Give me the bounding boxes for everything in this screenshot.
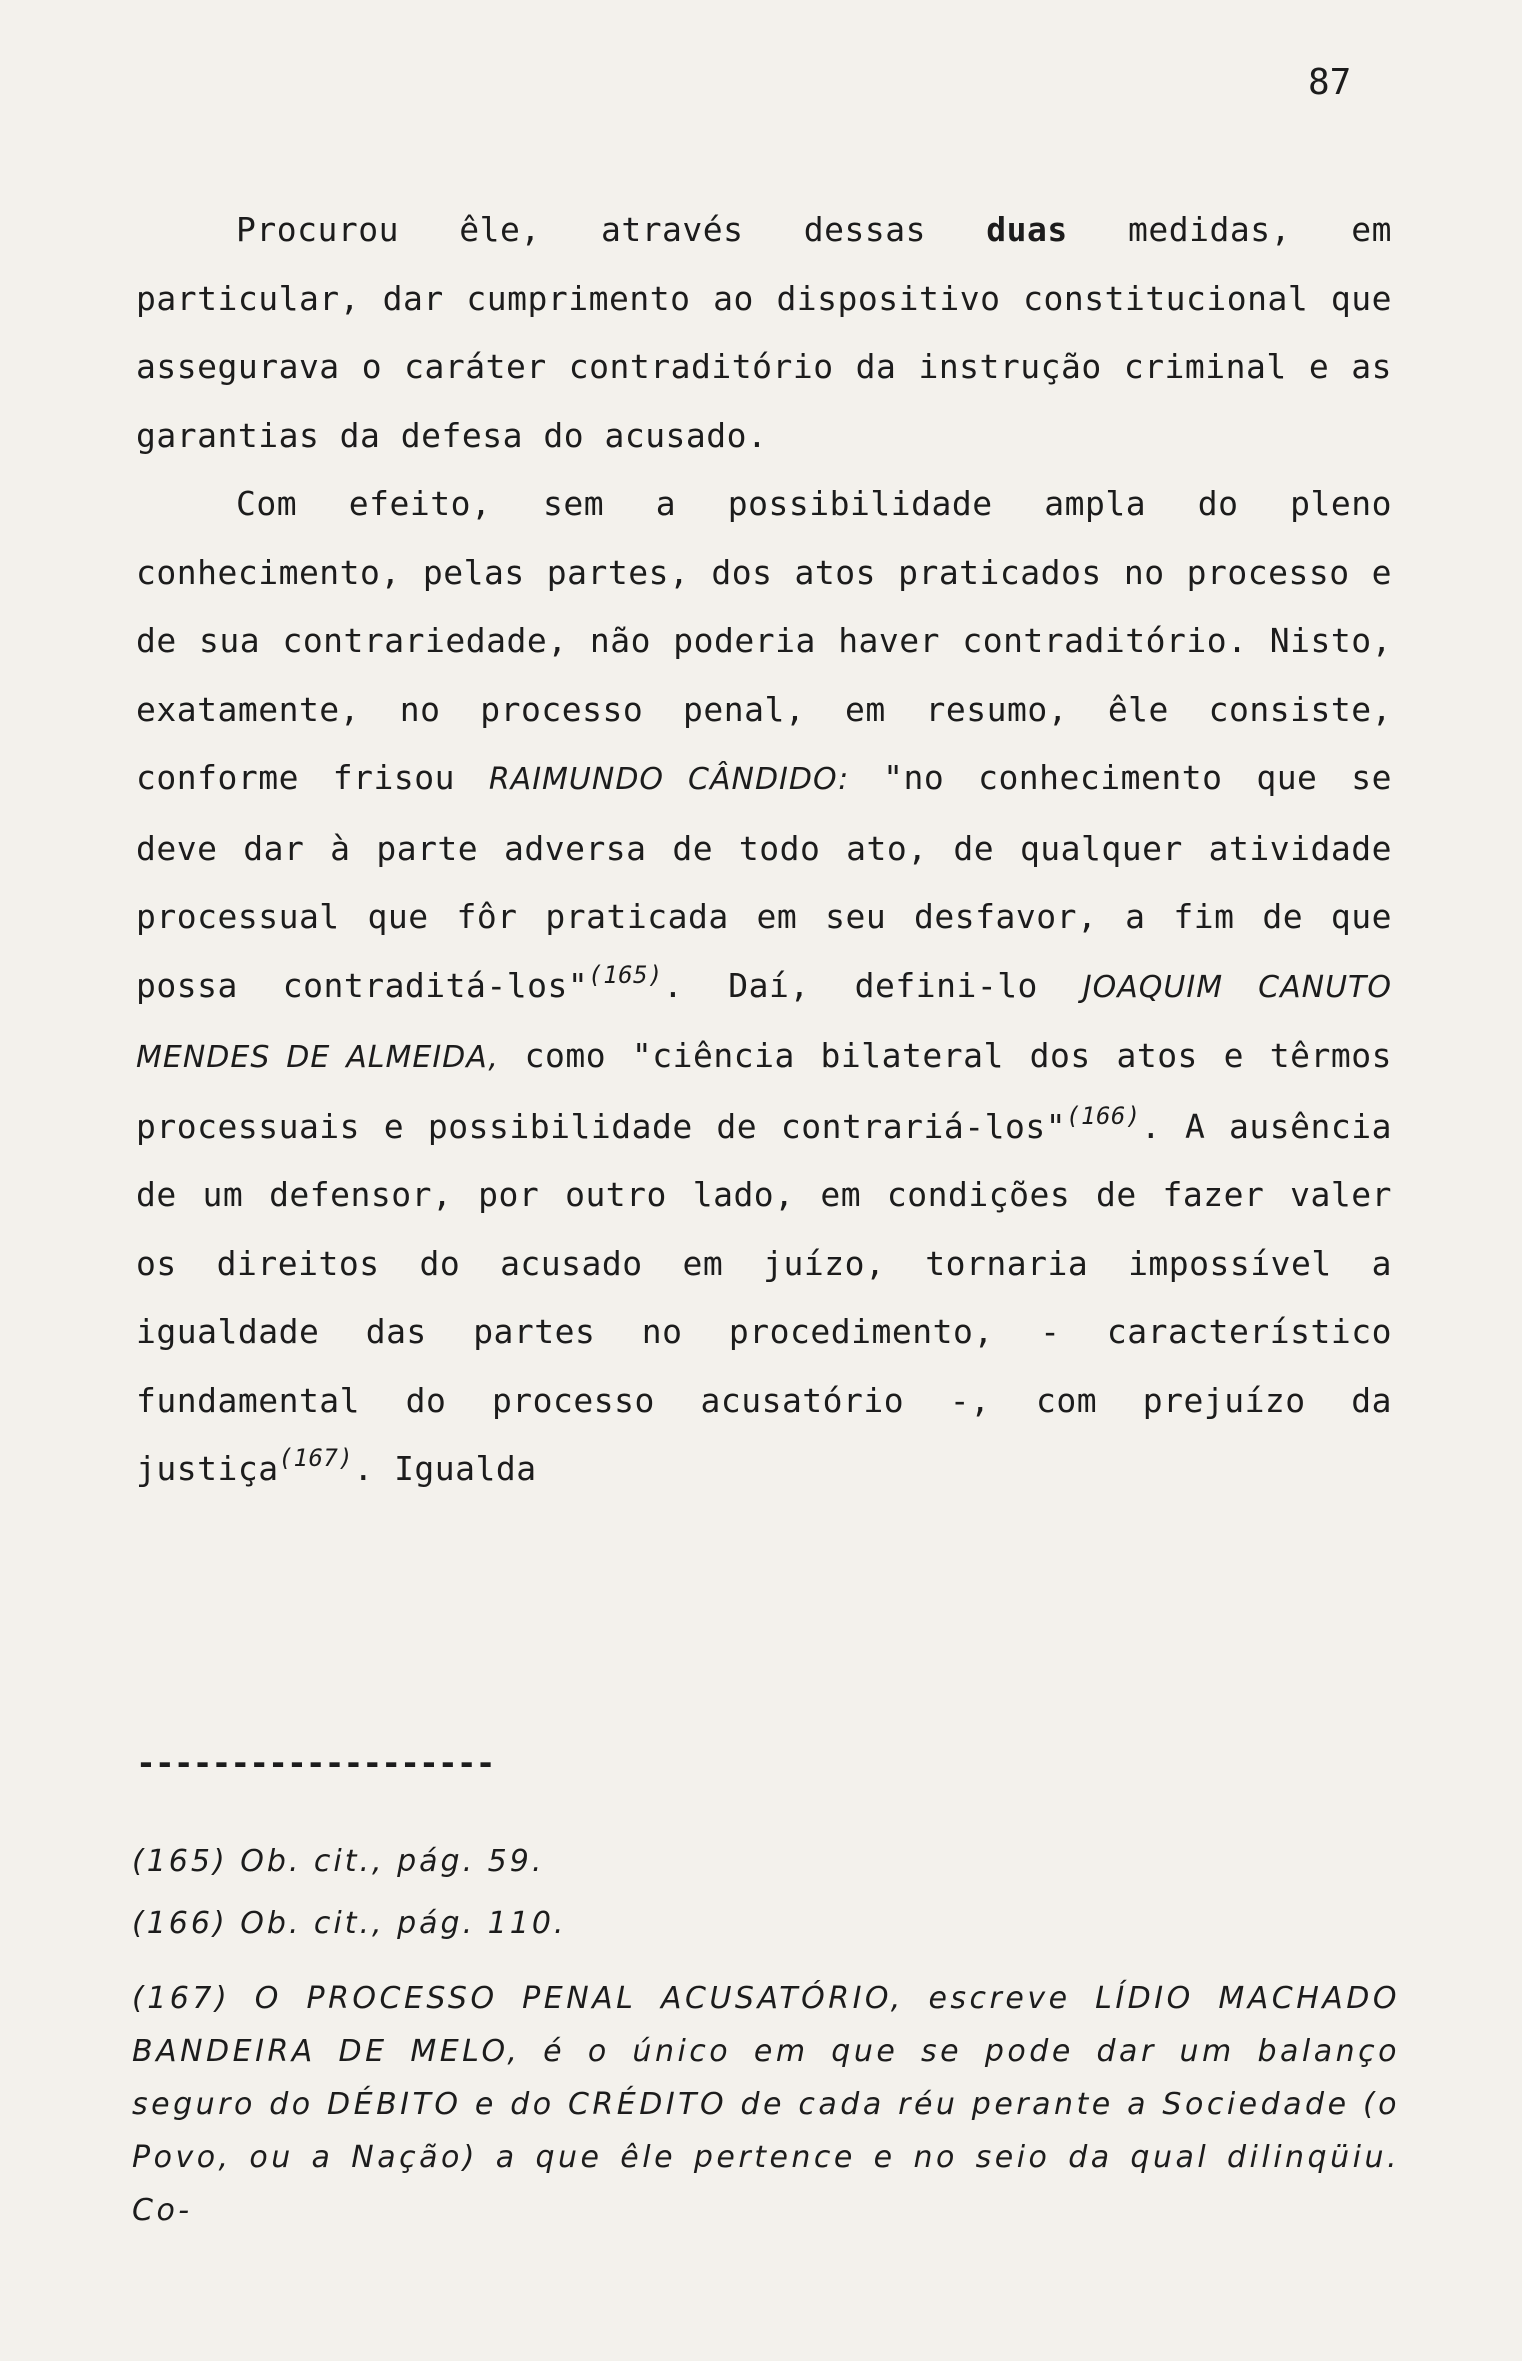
footnote-ref-167: (167) (278, 1444, 354, 1472)
paragraph-2-text-e: . A ausência de um defensor, por outro lado, em condições de fazer valer os direitos do acusado em juízo, tornaria impossível a igualdade das partes no procedimento, - característico fundamental do processo acusatório -, com prejuízo da justiça (136, 1106, 1393, 1488)
paragraph-1 (136, 196, 1392, 470)
paragraph-2-text-b: "no conhecimento que se deve dar à parte adversa de todo ato, de qualquer atividade processual que fôr praticada em seu desfavor, a fim de que possa contraditá-los" (136, 758, 1392, 1005)
footnote-ref-165: (165) (588, 960, 663, 989)
footnotes (132, 1840, 1400, 2255)
paragraph-1-text-a: Procurou êle, através dessas (236, 210, 987, 249)
emphasis-duas: duas (986, 210, 1068, 249)
footnote-167: (167) O PROCESSO PENAL ACUSATÓRIO, escreve LÍDIO MACHADO BANDEIRA DE MELO, é o único em que se pode dar um balanço seguro do DÉBITO e do CRÉDITO de cada réu perante a Sociedade (o Povo, ou a Nação) a que êle pertence e no seio da qual dilinqüiu. Co- (132, 1981, 1400, 2228)
paragraph-1-text-b: medidas, em particular, dar cumprimento ao dispositivo constitucional que assegurava o caráter contraditório da instrução criminal e as garantias da defesa do acusado. (136, 210, 1392, 455)
paragraph-2-text-f: . Igualda (353, 1449, 537, 1488)
page-number: 87 (1308, 62, 1352, 103)
paragraph-2 (136, 470, 1392, 1504)
footnote-ref-166: (166) (1066, 1101, 1141, 1130)
footnote-166: (166) Ob. cit., pág. 110. (132, 1906, 567, 1941)
paragraph-2-text-c: . Daí, defini-lo (663, 965, 1083, 1005)
author-joaquim-canuto: JOAQUIM CANUTO MENDES DE ALMEIDA, (136, 969, 1392, 1075)
footnote-165: (165) Ob. cit., pág. 59. (132, 1844, 545, 1879)
footnote-separator: ------------------- (136, 1743, 495, 1782)
body-text (136, 196, 1392, 1504)
paragraph-2-text-d: como "ciência bilateral dos atos e têrmos processuais e possibilidade de contrariá-los" (136, 1036, 1392, 1146)
paragraph-2-text-a: Com efeito, sem a possibilidade ampla do pleno conhecimento, pelas partes, dos atos praticados no processo e de sua contrariedade, não poderia haver contraditório. Nisto, exatamente, no processo penal, em resumo, êle consiste, conforme frisou (136, 484, 1392, 797)
author-raimundo-candido: RAIMUNDO CÂNDIDO: (488, 762, 850, 797)
